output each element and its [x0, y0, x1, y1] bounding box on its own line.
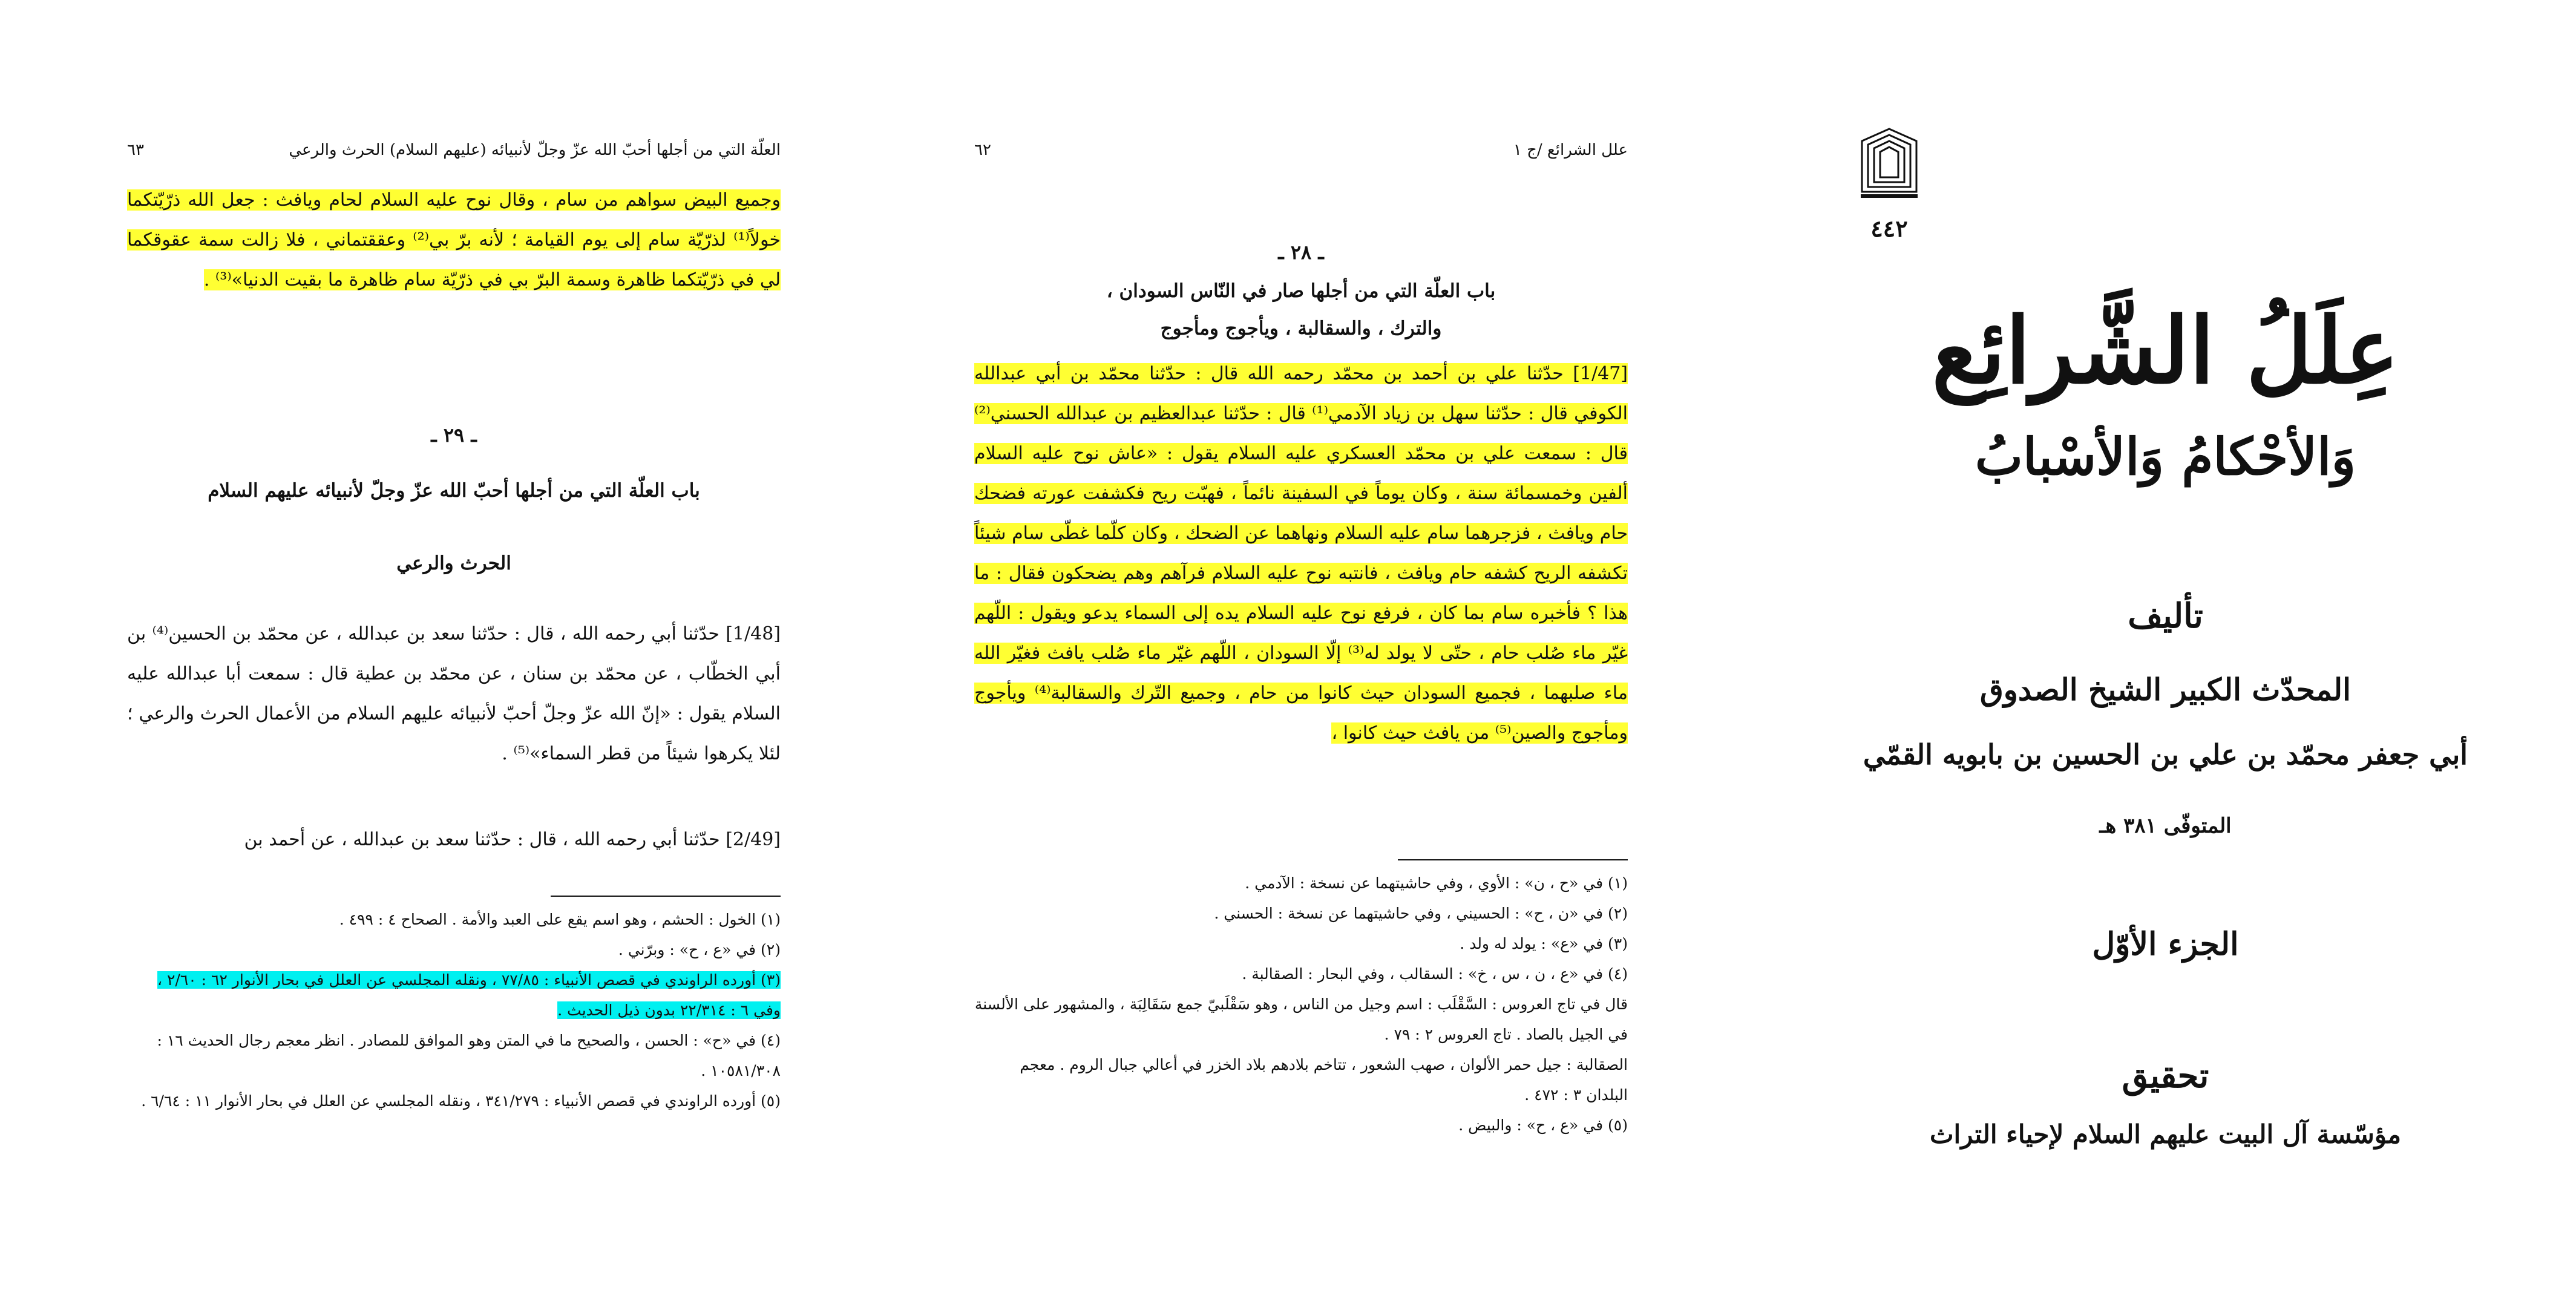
page-number: ٦٣: [127, 141, 144, 159]
footnote-rule: [1398, 859, 1628, 860]
footnote: (٥) أورده الراوندي في قصص الأنبياء : ٣٤١/٢٧٩ ، ونقله المجلسي عن العلل في بحار الأنوار ١١ : ٦/٦٤ .: [141, 1092, 781, 1110]
footnote: [127, 965, 781, 1026]
shelf-number: ٤٤٢: [1870, 215, 1908, 242]
library-logo-icon: [1856, 124, 1922, 215]
hadith-paragraph: [974, 354, 1628, 753]
highlighted-footnote: (٣) أورده الراوندي في قصص الأنبياء : ٧٧/٨٥ ، ونقله المجلسي عن العلل في بحار الأنوار ٦٢ : ٢/٦٠ ، وفي ٦ : ٢٢/٣١٤ بدون ذيل الحديث .: [157, 971, 781, 1019]
running-head-title: علل الشرائع /ج ١: [1513, 141, 1628, 159]
chapter-subtitle: الحرث والرعي: [396, 552, 511, 574]
chapter-title: باب العلّة التي من أجلها أحبّ الله عزّ وجلّ لأنبيائه عليهم السلام: [208, 480, 700, 502]
book-title: عِلَلُ الشَّرائِع: [1932, 298, 2399, 404]
hadith-paragraph: [2/49] حدّثنا أبي رحمه الله ، قال : حدّثنا سعد بن عبدالله ، عن أحمد بن: [244, 829, 781, 850]
footnote-rule: [551, 896, 781, 897]
page-62: [974, 0, 1628, 1307]
top-paragraph: [127, 180, 781, 300]
footnote: (٤) في «ع ، ن ، س ، خ» : السقالب ، وفي البحار : الصقالبة .: [1242, 965, 1628, 983]
footnote: (٤) في «ح» : الحسن ، والصحيح ما في المتن وهو الموافق للمصادر . انظر معجم رجال الحديث ١٦ : ١٠٥٨١/٣٠٨ .: [157, 1032, 781, 1079]
footnotes: [974, 868, 1628, 1141]
footnote: الصقالبة : جيل حمر الألوان ، صهب الشعور ، تتاخم بلادهم بلاد الخزر في أعالي جبال الروم . معجم البلدان ٣ : ٤٧٢ .: [1020, 1056, 1628, 1104]
running-head: [974, 138, 1628, 162]
footnote: (١) الخول : الحشم ، وهو اسم يقع على العبد والأمة . الصحاح ٤ : ٤٩٩ .: [339, 911, 781, 928]
footnote: (٣) في «ع» : يولد له ولد .: [1460, 935, 1628, 952]
running-head: [127, 138, 781, 162]
hadith-paragraph: [1/48] حدّثنا أبي رحمه الله ، قال : حدّثنا سعد بن عبدالله ، عن محمّد بن الحسين⁽⁴⁾ بن أبي الخطّاب ، عن محمّد بن سنان ، عن محمّد بن عطية قال : سمعت أبا عبدالله عليه السلام يقول : «إنّ الله عزّ وجلّ أحبّ لأنبيائه عليهم السلام من الأعمال الحرث والرعي ؛ لئلا يكرهوا شيئاً من قطر السماء»⁽⁵⁾ .: [127, 623, 781, 764]
edited-by-label: تحقيق: [2122, 1056, 2209, 1096]
death-date: المتوفّى ٣٨١ هـ: [2099, 814, 2232, 838]
title-page: [1755, 0, 2576, 1307]
footnote: قال في تاج العروس : السَّقْلَب : اسم وجيل من الناس ، وهو سَقْلَبيّ جمع سَقَالِبَة ، والمشهور على الألسنة في الجيل بالصاد . تاج العروس ٢ : ٧٩ .: [974, 995, 1628, 1043]
footnote: (٢) في «ن ، ح» : الحسيني ، وفي حاشيتهما عن نسخة : الحسني .: [1214, 905, 1628, 922]
footnotes: [127, 905, 781, 1116]
author-name: أبي جعفر محمّد بن علي بن الحسين بن بابويه القمّي: [1863, 738, 2468, 771]
chapter-title: والترك ، والسقالبة ، ويأجوج ومأجوج: [1160, 318, 1442, 339]
footnote: (٢) في «ع ، ح» : وبرّني .: [618, 941, 781, 958]
footnote: (١) في «ح ، ن» : الأوي ، وفي حاشيتهما عن نسخة : الآدمي .: [1245, 874, 1628, 892]
page-63: [127, 0, 781, 1307]
highlighted-text: وجميع البيض سواهم من سام ، وقال نوح عليه السلام لحام ويافث : جعل الله ذرّيّتكما خولاً⁽¹⁾ لذرّيّة سام إلى يوم القيامة ؛ لأنه برّ بي⁽²⁾ وعققتماني ، فلا زالت سمة عقوقكما لي في ذرّيّتكما ظاهرة وسمة البرّ بي في ذرّيّة سام ظاهرة ما بقيت الدنيا»⁽³⁾ .: [127, 189, 781, 290]
volume-label: الجزء الأوّل: [2092, 926, 2239, 963]
section-number: ـ ٢٩ ـ: [431, 424, 477, 447]
page-number: ٦٢: [974, 141, 991, 159]
chapter-title: باب العلّة التي من أجلها صار في النّاس السودان ،: [1106, 280, 1496, 302]
author-title: المحدّث الكبير الشيخ الصدوق: [1979, 672, 2352, 707]
section-number: ـ ٢٨ ـ: [1278, 241, 1324, 264]
running-head-title: العلّة التي من أجلها أحبّ الله عزّ وجلّ لأنبيائه (عليهم السلام) الحرث والرعي: [289, 141, 781, 159]
book-subtitle: وَالأحْكامُ وَالأسْبابُ: [1975, 427, 2356, 486]
publisher-name: مؤسّسة آل البيت عليهم السلام لإحياء التراث: [1930, 1119, 2401, 1149]
authored-by-label: تأليف: [2128, 596, 2203, 636]
highlighted-text: [1/47] حدّثنا علي بن أحمد بن محمّد رحمه الله قال : حدّثنا محمّد بن أبي عبدالله الكوفي قال : حدّثنا سهل بن زياد الآدمي⁽¹⁾ قال : حدّثنا عبدالعظيم بن عبدالله الحسني⁽²⁾ قال : سمعت علي بن محمّد العسكري عليه السلام يقول : «عاش نوح عليه السلام ألفين وخمسمائة سنة ، وكان يوماً في السفينة نائماً ، فهبّت ريح فكشفت عورته فضحك حام ويافث ، فزجرهما سام عليه السلام ونهاهما عن الضحك ، وكان كلّما غطّى سام شيئاً تكشفه الريح كشفه حام ويافث ، فانتبه نوح عليه السلام فرآهم وهم يضحكون فقال : ما هذا ؟ فأخبره سام بما كان ، فرفع نوح عليه السلام يده إلى السماء يدعو ويقول : اللّهم غيّر ماء صُلب حام ، حتّى لا يولد له⁽³⁾ إلّا السودان ، اللّهم غيّر ماء صُلب يافث فغيّر الله ماء صلبهما ، فجميع السودان حيث كانوا من حام ، وجميع التّرك والسقالبة⁽⁴⁾ ويأجوج ومأجوج والصين⁽⁵⁾ من يافث حيث كانوا ،: [974, 363, 1628, 744]
footnote: (٥) في «ع ، ح» : والبيض .: [1458, 1116, 1628, 1134]
